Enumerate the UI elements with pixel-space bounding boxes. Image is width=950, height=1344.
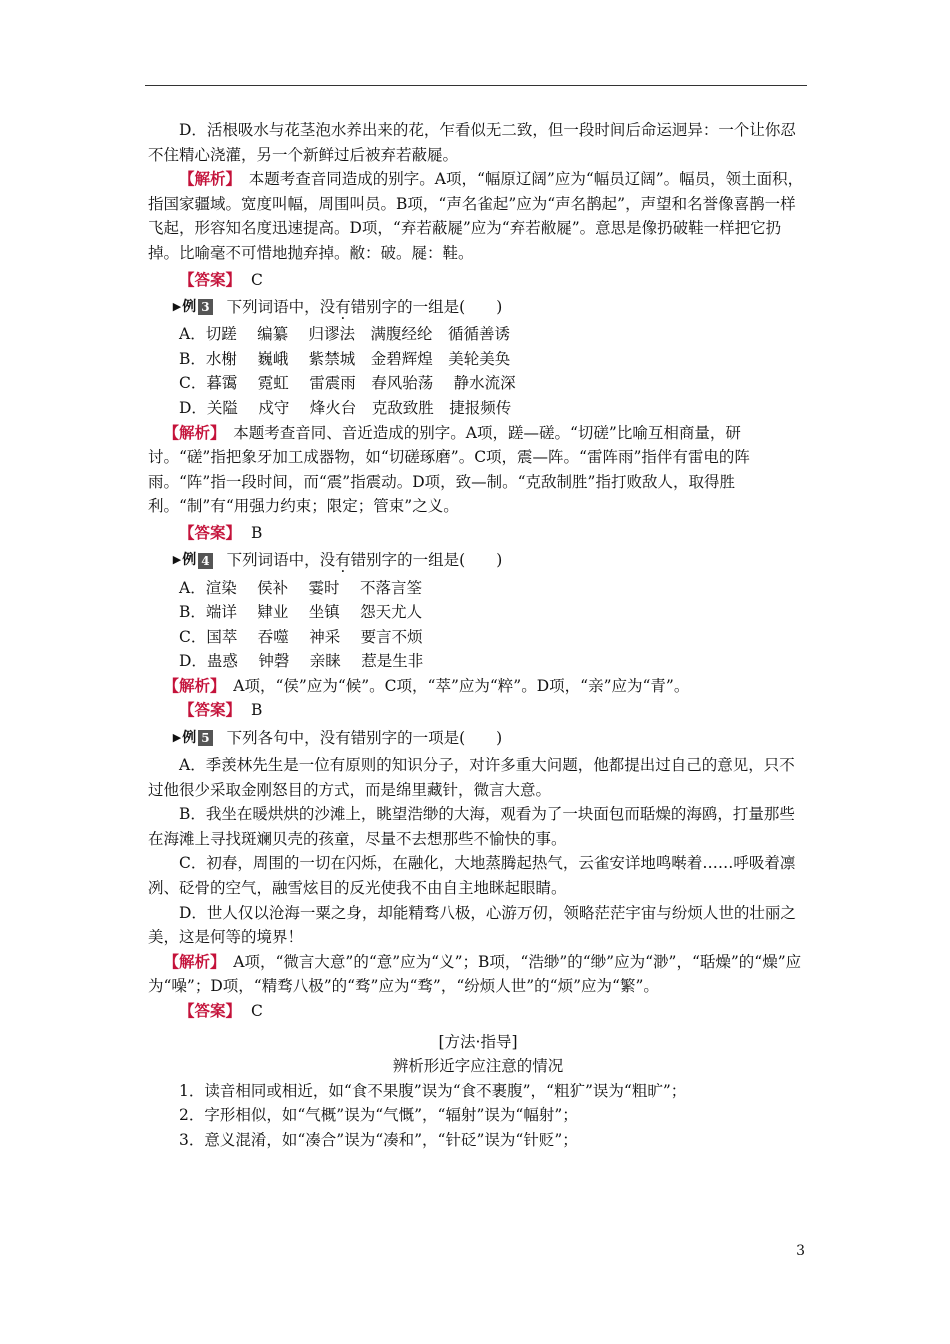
example-3-option-a: A．切蹉 编纂 归谬法 满腹经纶 循循善诱 <box>179 325 511 344</box>
example-5-option-a: A．季羡林先生是一位有原则的知识分子，对许多重大问题，他都提出过自己的意见，只不过他很少采取金刚怒目的方式，而是绵里藏针，微言大意。 <box>148 756 795 799</box>
triangle-icon: ▶ <box>172 553 182 567</box>
example-5-question: ▶ 例 5 下列各句中，没有错别字的一项是( ) <box>148 723 808 753</box>
example-4-question: ▶ 例 4 下列词语中，没 有 · 错别字的一组是( ) <box>148 546 808 576</box>
intro-answer: 【答案】 C <box>179 269 263 289</box>
example-5-answer: 【答案】 C <box>179 1001 263 1020</box>
example-5-analysis: 【解析】 A项，“微言大意”的“意”应为“义”；B项，“浩缈”的“缈”应为“渺”，“聒燥”的“燥”应为“噪”；D项，“精骛八极”的“骛”应为“骛”，“纷烦人世”的“烦”应为“繁”。 <box>148 951 802 996</box>
triangle-icon: ▶ <box>172 730 182 744</box>
method-item-3: 3．意义混淆，如“凑合”误为“凑和”，“针砭”误为“针贬”； <box>179 1130 578 1149</box>
intro-option-d: D．活根吸水与花茎泡水养出来的花，乍看似无二致，但一段时间后命运迥异：一个让你忍不住精心浇灌，另一个新鲜过后被弃若蔽屣。 <box>148 121 796 164</box>
example-3-option-d: D．关隘 戍守 烽火台 克敌致胜 捷报频传 <box>179 398 512 417</box>
example-4-analysis: 【解析】 A项，“侯”应为“候”。C项，“萃”应为“粹”。D项，“亲”应为“青”。 <box>163 675 690 695</box>
page-content <box>148 118 808 1153</box>
example-4-answer: 【答案】 B <box>179 700 263 720</box>
example-3-option-c: C．暮霭 霓虹 雷震雨 春风骀荡 静水流深 <box>179 374 516 393</box>
example-4-option-a: A．渲染 侯补 霎时 不落言筌 <box>179 578 422 597</box>
example-badge: ▶ 例 3 <box>173 295 213 320</box>
example-5-option-c: C．初春，周围的一切在闪烁，在融化，大地蒸腾起热气，云雀安详地鸣啭着……呼吸着凛冽、砭骨的空气，融雪炫目的反光使我不由自主地眯起眼睛。 <box>148 854 796 898</box>
example-4-option-d: D．蛊惑 钟磬 亲睐 惹是生非 <box>179 652 424 671</box>
method-item-1: 1．读音相同或相近，如“食不果腹”误为“食不裹腹”，“粗犷”误为“粗旷”； <box>179 1081 687 1100</box>
method-heading: [方法·指导] <box>438 1032 518 1051</box>
example-5-option-d: D．世人仅以沧海一粟之身，却能精骛八极，心游万仞，领略茫茫宇宙与纷烦人世的壮丽之美，这是何等的境界！ <box>148 903 796 947</box>
method-item-2: 2．字形相似，如“气概”误为“气慨”，“辐射”误为“幅射”； <box>179 1106 578 1125</box>
example-4-option-c: C．国萃 吞噬 神采 要言不烦 <box>179 627 423 646</box>
example-badge: ▶ 例 4 <box>173 548 213 573</box>
answer-tag: 【答案】 <box>179 269 242 289</box>
triangle-icon: ▶ <box>172 299 182 313</box>
intro-analysis: 【解析】 本题考查音同造成的别字。A项，“幅原辽阔”应为“幅员辽阔”。幅员，领土面积，指国家疆域。宽度叫幅，周围叫员。B项，“声名雀起”应为“声名鹊起”，声望和名誉像喜鹊一样飞起，形容知名度迅速提高。D项，“弃若蔽屣”应为“弃若敝屣”。意思是像扔破鞋一样把它扔掉。比喻毫不可惜地抛弃掉。敝：破。屣：鞋。 <box>148 169 804 262</box>
page-number: 3 <box>796 1243 805 1259</box>
example-4-option-b: B．端详 肄业 坐镇 怨天尤人 <box>179 603 423 622</box>
example-3-question: ▶ 例 3 下列词语中，没 有 · 错别字的一组是( ) <box>148 292 808 322</box>
analysis-tag: 【解析】 <box>179 169 234 189</box>
example-3-answer: 【答案】 B <box>179 522 263 542</box>
example-badge: ▶ 例 5 <box>173 726 213 751</box>
header-rule <box>145 85 807 86</box>
example-3-analysis: 【解析】 本题考查音同、音近造成的别字。A项，蹉—磋。“切磋”比喻互相商量，研讨。“磋”指把象牙加工成器物，如“切磋琢磨”。C项，震—阵。“雷阵雨”指伴有雷电的阵雨。“阵”指一段时间，而“震”指震动。D项，致—制。“克敌制胜”指打败敌人，取得胜利。“制”有“用强力约束；限定；管束”之义。 <box>148 422 750 516</box>
method-subheading: 辨析形近字应注意的情况 <box>392 1057 564 1076</box>
example-5-option-b: B．我坐在暖烘烘的沙滩上，眺望浩缈的大海，观看为了一块面包而聒燥的海鸥，打量那些在海滩上寻找斑斓贝壳的孩童，尽量不去想那些不愉快的事。 <box>148 805 795 848</box>
example-3-option-b: B．水榭 巍峨 紫禁城 金碧辉煌 美轮美奂 <box>179 349 511 368</box>
